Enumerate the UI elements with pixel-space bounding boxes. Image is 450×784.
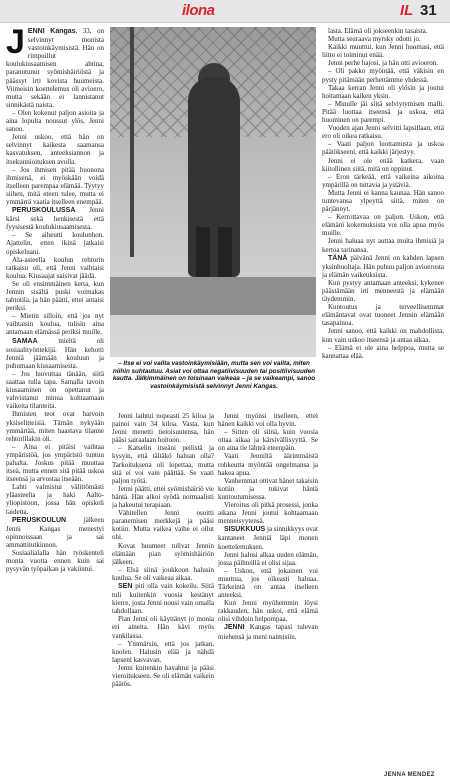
paragraph-text: – Katselin itseäni peilistä ja kysyin, että tältäkö haluan olla? Tarkoituksena oli lopettaa, mutta sitä ei voi vain päättää. Se vaati paljon työtä. [112, 444, 214, 485]
paragraph [322, 237, 444, 253]
paragraph-text: Ala-asteella koulun rehtorin ratkaisu oli, että Jenni vaihtaisi koulua. Kiusaajat saisivat jäädä. [6, 255, 104, 280]
paragraph [6, 516, 104, 549]
paragraph [322, 213, 444, 237]
paragraph [112, 412, 214, 444]
paragraph-text: – Jos luovuttaa tänään, siitä saattaa tulla tapa. Samalla tavoin kiusaaminen on opettanut ja vahvistanut minua kohtaamaan vaikeita tilanteita. [6, 369, 104, 411]
paragraph-text: lasta. Elämä oli jokseenkin tasaista. [328, 27, 428, 35]
paragraph [322, 35, 444, 43]
paragraph [322, 59, 444, 67]
paragraph-text: ja sinnikkyys ovat kantaneet Jenniä läpi monen koettelemuksen. [218, 525, 318, 551]
paragraph [6, 280, 104, 312]
paragraph [218, 623, 318, 640]
article-column-4 [322, 27, 444, 767]
paragraph-lead: JENNI [224, 624, 245, 632]
paragraph-lead: TÄNÄ [328, 254, 348, 262]
paragraph-text: Jenni sanoo, että kaikki on mahdollista, kun vain uskoo itseensä ja antaa aikaa. [322, 327, 444, 344]
paragraph-lead: SEN [118, 582, 133, 590]
paragraph [218, 477, 318, 501]
paragraph-text: Kangas tapasi tulevan miehensä ja meni naimisiin. [218, 623, 318, 641]
paragraph [6, 27, 104, 109]
paragraph [112, 444, 214, 484]
paragraph [6, 231, 104, 255]
paragraph-text: Kun pystyy antamaan anteeksi, kykenee päästämään irti menneestä ja elämään täydemmin. [322, 278, 444, 304]
paragraph-text: – Kerrottavaa on paljon. Uskon, että elämäni kokemuksista voi olla apua myös muille. [322, 213, 444, 238]
paragraph [322, 279, 444, 303]
paragraph-text: – Uskon, että jokainen voi muuttua, jos oikeasti haluaa. Tärkeintä on antaa itselleen anteeksi. [218, 566, 318, 600]
paragraph-text: Mutta seuraava myrsky odotti jo. [328, 35, 421, 44]
portrait-photo [110, 27, 316, 357]
paragraph-text: Vanhemmat ottivat hänet takaisin kotiin ja tukivat häntä kuntoutumisessa. [218, 476, 318, 501]
paragraph-text: Jenni ei ole enää katkera, vaan kiitollinen siitä, mitä on oppinut. [322, 156, 444, 173]
paragraph-text: Se oli ensimmäinen kerta, kun Jennin sisältä puski voimakas tahtotila, ja hän päätti, ettei antaisi periksi. [6, 279, 104, 313]
paragraph-lead: ENNI Kangas [27, 28, 76, 35]
paragraph [322, 189, 444, 213]
paragraph [322, 254, 444, 279]
page-number: 31 [420, 2, 437, 19]
paragraph-text: – Elsä siinä joukkoon halusin kuulua. Se oli vaikeaa aikaa. [112, 565, 214, 582]
paragraph [112, 509, 214, 541]
paragraph [322, 327, 444, 343]
paragraph-text: – Aina ei pitäisi vaihtaa ympäristöä, jos ympäristö tuntuu pahalta. Joskus pitää muuttaa itseä, mutta ennen sitä pitää uskoa itseensä ja arvostaa itseään. [6, 442, 104, 484]
paragraph [322, 124, 444, 140]
paragraph [6, 133, 104, 165]
paragraph-text: – Ymmärsin, että jos jatkan, kuolen. Halusin elää ja nähdä lapseni kasvavan. [112, 639, 214, 664]
paragraph-text: – Se aiheutti koulunhon. Ajattelin, etten ikinä jatkaisi opiskeluani. [6, 231, 104, 256]
paragraph-lead: PERUSKOULUSSA [12, 207, 76, 215]
paragraph-text: Ihmisten teot ovat harvoin yksiselitteisiä. Tämän nykyään ymmärtää, miten haastava tilanne rehtorillakin oli. [6, 410, 104, 443]
paragraph-text: Mutta Jenni ei kanna kaunaa. Hän sanoo tuntevansa ylpeyttä siitä, miten on pärjännyt. [322, 188, 444, 214]
paragraph [112, 542, 214, 566]
paragraph-text: Jenni halusi alkaa uuden elämän, jossa päihteillä ei olisi sijaa. [218, 550, 318, 567]
paragraph [6, 370, 104, 410]
paragraph-text: Jenni kuitenkin havahtui ja pääsi vieroitukseen. Se oli elämän vaikein päätös. [112, 663, 214, 689]
paragraph [218, 412, 318, 428]
paragraph-text: – Eron tärkeää, että vaikeina aikoina ympärillä on tuttavia ja ystäviä. [322, 172, 444, 189]
paragraph-text: Kun Jenni myöhemmin löysi rakkauden, hän uskoi, että elämä olisi vihdoin helpompaa. [218, 599, 318, 624]
paragraph-text: mieltä oli sosiaalityöntekijä. Hän kehotti Jenniä jäämään kouluun ja puhumaan kiusaamisesta. [6, 336, 104, 370]
paragraph-text: – Minulle jäi siitä selviytymisen malli. Pitää luottaa itseensä ja uskoa, että huominen on parempi. [322, 99, 444, 125]
paragraph [6, 206, 104, 231]
paragraph [6, 337, 104, 370]
paragraph-text: Vieroitus oli pitkä prosessi, jonka aikana Jenni joutui kohtaamaan menneisyytensä. [218, 501, 318, 526]
paragraph [322, 43, 444, 59]
paragraph-lead: SAMAA [12, 337, 38, 345]
paragraph [6, 410, 104, 442]
paragraph-text: – Vaati paljon luottamusta ja uskoa päätökseeni, että kaikki järjestyy. [322, 140, 444, 157]
paragraph-text: Jenni päätti, ettei syömishäiriö vie häntä. Hän alkoi syödä normaalisti ja hakeutui terapiaan. [112, 484, 214, 510]
bench [110, 277, 316, 315]
paragraph-text: Vaati Jenniltä äärimmäistä rohkeutta myöntää ongelmansa ja hakea apua. [218, 452, 318, 477]
paragraph [6, 549, 104, 573]
paragraph [6, 109, 104, 133]
paragraph [322, 344, 444, 360]
paragraph [6, 443, 104, 483]
paragraph-text: Takaa kerran Jenni oli ylösin ja joutui hoitamaan kaiken yksin. [322, 83, 444, 100]
paragraph-text: Kuntoutus ja terveellisemmat elämäntavat ovat tuoneet Jennin elämään tasapainoa. [322, 303, 444, 328]
paragraph [6, 312, 104, 336]
paragraph-text: jälkeen Jenni Kangas menestyi opinnoissaan ja sai ammattitutkinnon. [6, 515, 104, 549]
paragraph-text: – Mietin silloin, että jos nyt vaihtaisin koulua, tulisin aina antamaan elämässä periksi muille. [6, 312, 104, 337]
paragraph-text: Jenni myönsi itselleen, ettei hänen kaikki voi olla hyvin. [218, 412, 318, 429]
paragraph-text: Sosiaalialalla hän työskenteli monta vuotta ennen kuin sai pysyvän työpaikan ja vakiintui. [6, 549, 104, 574]
page-header [0, 0, 450, 23]
paragraph [322, 303, 444, 327]
fence-pole [130, 27, 134, 257]
paragraph [218, 501, 318, 525]
paragraph-text: Lahti valmistui välittömästi yläasteelta ja haki Aalto-yliopistoon, jossa hän opiskeli taidetta. [6, 483, 104, 516]
paragraph [218, 599, 318, 623]
paragraph [112, 615, 214, 639]
paragraph-text: Jenni uskoo, että hän on selvinnyt kaikesta saamansa kasvatuksen, anteeksiannon ja itsekunnioituksen avulla. [6, 133, 104, 166]
paragraph-text: – Oli pakko myöntää, että väkisin en pysty pitämään perhettämme yhdessä. [322, 67, 444, 84]
publication-logo: IL [400, 2, 414, 19]
paragraph-lead: SISUKKUUS [224, 526, 266, 534]
paragraph-text: Pian Jenni oli käyttänyt jo monia eri aineita. Hän kävi myös vankilassa. [112, 615, 214, 640]
paragraph [218, 452, 318, 476]
paragraph-text: Kovat huumeet tulivat Jennin elämään pian syömishäiriön jälkeen. [112, 541, 214, 566]
paragraph [322, 67, 444, 83]
paragraph [218, 428, 318, 452]
paragraph-lead: PERUSKOULUN [12, 516, 67, 524]
paragraph-text: Vuoden ajan Jenni selvitti lapsillaan, että ero oli oikea ratkaisu. [322, 124, 444, 141]
paragraph [112, 640, 214, 664]
paragraph-text: päivänä Jenni on kahden lapsen yksinhuoltaja. Hän puhuu paljon avioerosta ja elämän vaikeuksista. [322, 253, 444, 279]
paragraph [218, 551, 318, 567]
paragraph [112, 485, 214, 509]
paragraph [322, 84, 444, 100]
paragraph-text: – Elämä ei ole aina helppoa, mutta se kannattaa elää. [322, 343, 444, 360]
paragraph [6, 256, 104, 280]
article-column-2 [112, 412, 214, 779]
paragraph [112, 664, 214, 688]
paragraph [322, 140, 444, 156]
paragraph [6, 483, 104, 515]
paragraph-text: – Sitten oli siinä, kuin vuosia ottaa aikaa ja kärsivällisyyttä. Se on aina tie lähteä eteenpäin. [218, 428, 318, 453]
paragraph [322, 100, 444, 124]
paragraph-text: piti olla vain kokeilu. Siitä tuli kuitenkin vuosia kestänyt kierre, josta Jenni nousi vain omalla tahdollaan. [112, 581, 214, 616]
paragraph-text: Jenni laihtui nopeasti 25 kiloa ja painoi vain 34 kiloa. Vasta, kun Jenni menetti tietoisuutensa, hän pääsi sairaalaan hoitoon. [112, 412, 214, 445]
paragraph [112, 582, 214, 615]
paragraph [322, 173, 444, 189]
article-column-1 [6, 27, 104, 779]
paragraph [218, 567, 318, 599]
paragraph-text: Jenni kärsi sekä henkisestä että fyysisestä koulukiusaamisesta. [6, 206, 104, 232]
drop-cap: J [6, 27, 25, 61]
photo-caption: – Itse ei voi valita vastoinkäymisiään, mutta sen voi valita, miten niihin suhtautuu. Asiat voi ottaa negatiivisuuden tai positiivisuuden kautta. Jälkimmäinen on toisinaan vaikeaa – ja se vaikeampi, sanoo vastoinkäymisistä selvinnyt Jenni Kangas. [112, 360, 316, 390]
paragraph-text: Jenni perhe hajosi, ja hän otti avioeron. [328, 59, 439, 68]
paragraph-text: , 33, on selvinnyt monista vastoinkäymisistä. Hän on rimpuillut koulukiusaamisen ahtina, paranutunut syömishäiriöstä ja päässyt irti kovista huumeista. Viimeisin koettelemus oli avioero, mutta sekään ei lannistanut sinnikästä naista. [6, 27, 104, 109]
paragraph [218, 525, 318, 550]
paragraph [322, 27, 444, 35]
section-logo: ilona [182, 2, 215, 19]
paragraph [112, 566, 214, 582]
paragraph [6, 166, 104, 206]
paragraph [322, 157, 444, 173]
paragraph-text: Jenni haluaa nyt auttaa muita ihmisiä ja kertoa tarinansa. [322, 237, 444, 254]
paragraph-text: – Olen kokenut paljon asioita ja aina lopulta noussut ylös, Jenni sanoo. [6, 108, 104, 134]
article-column-3 [218, 412, 318, 779]
paragraph-text: – Jos ihmisen pitää huonona ihmisenä, ei myöskään voidä itselleen parempaa elämää. Tyytyy siihen, mitä eteen tulee, mutta ei ymmärrä vaatia itselleen enempää. [6, 165, 104, 206]
paragraph-text: Kaikki muuttui, kun Jenni huomasi, että liitto ei toiminut enää. [322, 43, 444, 60]
paragraph-text: Vähitellen Jenni osoitti paranemisen merkkejä ja pääsi kotiin. Mutta vaikea vaihe ei ollut ohi. [112, 509, 214, 542]
photographer-byline: JENNA MENDEZ [384, 772, 435, 778]
